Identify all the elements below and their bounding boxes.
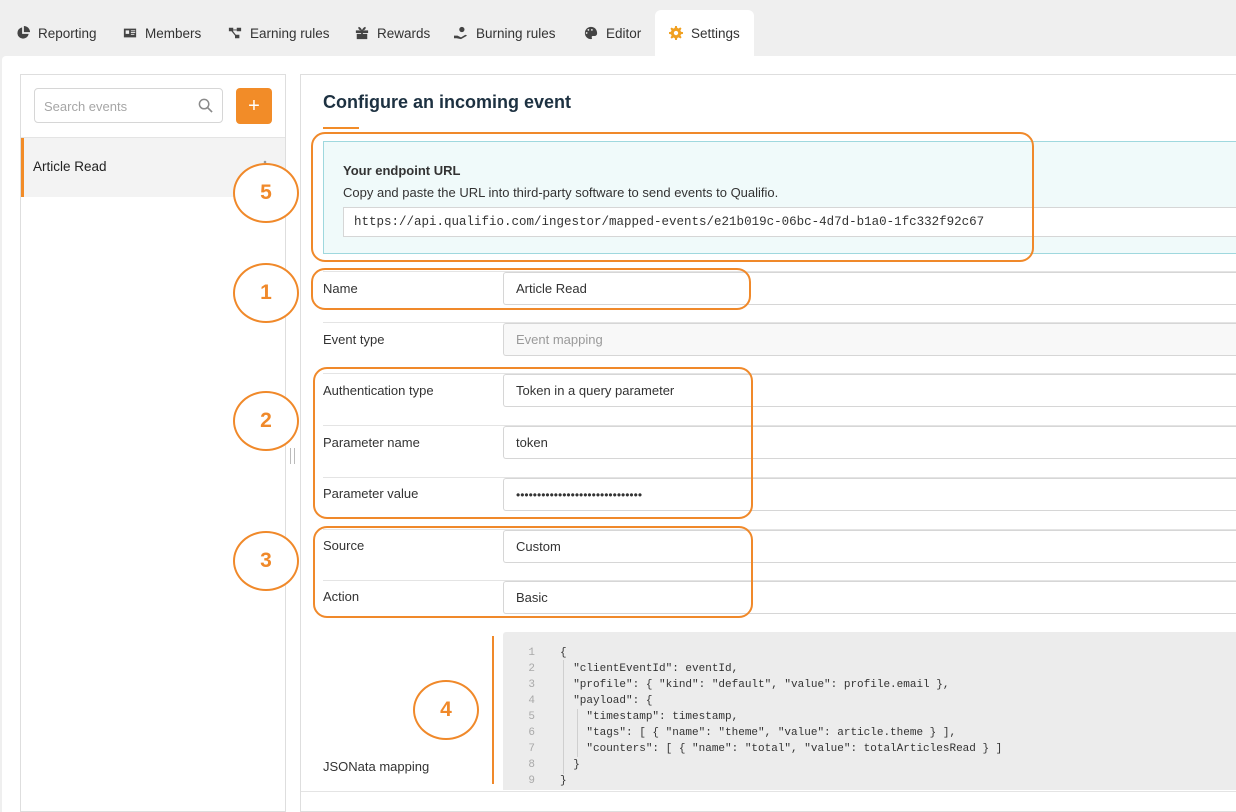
tab-label: Reporting [38,25,97,41]
annotation-number-3: 3 [233,531,299,591]
pie-chart-icon [16,26,30,40]
line-number: 2 [528,663,535,675]
tab-earning-rules[interactable] [212,10,330,56]
annotation-number-2: 2 [233,391,299,451]
mapping-label: JSONata mapping [323,759,430,774]
code-line: "profile": { "kind": "default", "value": profile.email }, [560,679,950,691]
code-line: "counters": [ { "name": "total", "value": totalArticlesRead } ] [560,743,1003,755]
tab-label: Editor [606,25,642,41]
search-box [34,88,223,123]
line-number: 8 [528,759,535,771]
hand-coin-icon [454,26,468,40]
endpoint-url-field[interactable]: https://api.qualifio.com/ingestor/mapped-events/e21b019c-06bc-4d7d-b1a0-1fc332f92c67 [343,207,1236,237]
tab-burning-rules[interactable] [438,10,556,56]
tab-settings[interactable] [655,10,754,56]
line-number: 6 [528,727,535,739]
tab-editor[interactable] [568,10,641,56]
nodes-icon [228,26,242,40]
jsonata-code-editor[interactable] [503,632,1236,790]
param-name-input[interactable]: token [503,426,1236,459]
gift-icon [355,26,369,40]
line-number: 3 [528,679,535,691]
annotation-number-1: 1 [233,263,299,323]
param-name-label: Parameter name [323,435,420,450]
source-select[interactable]: Custom [503,530,1236,563]
event-type-field: Event mapping [503,323,1236,356]
code-line: "tags": [ { "name": "theme", "value": article.theme } ], [560,727,957,739]
line-number: 4 [528,695,535,707]
top-tab-bar [0,0,1236,56]
palette-icon [584,26,598,40]
endpoint-description: Copy and paste the URL into third-party software to send events to Qualifio. [343,185,779,200]
line-number: 9 [528,775,535,787]
code-line: { [560,647,567,659]
line-number: 5 [528,711,535,723]
param-value-label: Parameter value [323,486,419,501]
line-number: 7 [528,743,535,755]
page-title: Configure an incoming event [323,92,572,112]
divider [301,791,1236,792]
annotation-number-5: 5 [233,163,299,223]
add-event-button[interactable]: + [236,88,272,124]
endpoint-box [323,141,1236,254]
action-label: Action [323,589,360,604]
auth-type-select[interactable]: Token in a query parameter [503,374,1236,407]
tab-label: Earning rules [250,25,330,41]
tab-reporting[interactable] [0,10,97,56]
tab-label: Settings [691,25,740,41]
source-label: Source [323,538,365,553]
action-select[interactable]: Basic [503,581,1236,614]
endpoint-heading: Your endpoint URL [343,163,461,178]
resize-handle[interactable] [290,448,296,464]
title-accent [323,127,359,129]
id-card-icon [123,26,137,40]
annotation-line-mapping [492,636,494,784]
param-value-input[interactable]: •••••••••••••••••••••••••••••• [503,478,1236,511]
code-line: } [560,759,580,771]
annotation-number-4: 4 [413,680,479,740]
search-icon[interactable] [198,98,213,113]
tab-label: Burning rules [476,25,556,41]
tab-rewards[interactable] [339,10,430,56]
tab-label: Rewards [377,25,431,41]
tab-label: Members [145,25,202,41]
tab-members[interactable] [107,10,201,56]
name-label: Name [323,281,358,296]
search-input[interactable] [44,96,194,116]
gear-icon [669,26,683,40]
name-input[interactable]: Article Read [503,272,1236,305]
code-line: "payload": { [560,695,653,707]
event-type-label: Event type [323,332,385,347]
code-line: "timestamp": timestamp, [560,711,739,723]
line-number: 1 [528,647,535,659]
sidebar-item-label: Article Read [33,159,107,174]
code-line: "clientEventId": eventId, [560,663,739,675]
auth-type-label: Authentication type [323,383,434,398]
code-line: } [560,775,567,787]
